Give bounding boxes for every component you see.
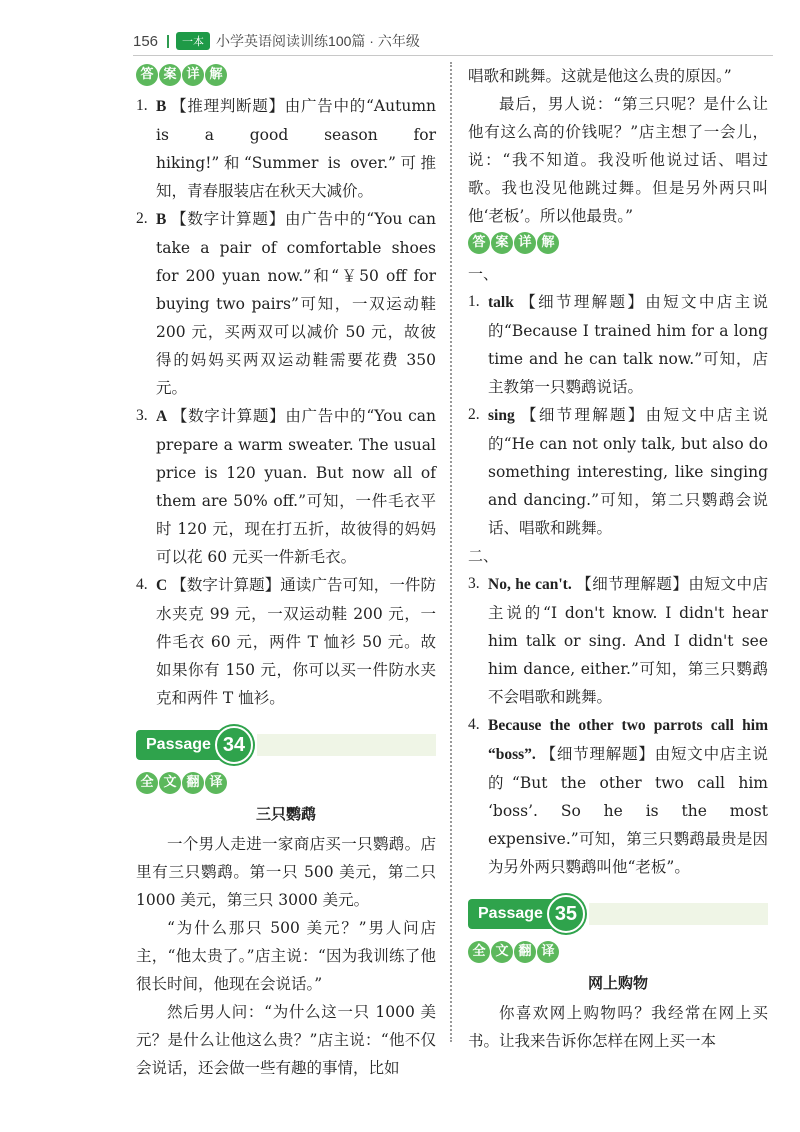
answer-item: [136, 92, 436, 205]
section-heading: 一、: [468, 265, 499, 283]
answer-key: No, he can't.: [488, 576, 572, 593]
passage-banner: [136, 726, 436, 764]
badge-char: 全: [468, 941, 490, 963]
answer-item: [468, 288, 768, 401]
answer-badge: [136, 64, 436, 86]
item-number: 1.: [468, 293, 480, 310]
passage-strip: [257, 734, 436, 756]
header-rule: [133, 55, 773, 56]
answer-explanation: 【数字计算题】由广告中的“You can take a pair of comfortable shoes for 200 yuan now.”和“￥50 off for buying two pairs”可知，一双运动鞋 200 元，买两双可以减价 50 元，故彼得的妈妈买两双运动鞋需要花费 350 元。: [156, 210, 436, 397]
passage-label: Passage: [468, 899, 553, 929]
badge-char: 答: [136, 64, 158, 86]
badge-char: 案: [491, 232, 513, 254]
badge-char: 答: [468, 232, 490, 254]
answer-key: Because the other two parrots call him “boss”.: [488, 717, 768, 763]
left-column: [136, 62, 436, 1082]
badge-char: 详: [182, 64, 204, 86]
answer-key: C: [156, 577, 168, 594]
item-number: 4.: [468, 716, 480, 733]
badge-char: 解: [205, 64, 227, 86]
paragraph: 最后，男人说：“第三只呢？是什么让他有这么高的价钱呢？”店主想了一会儿，说：“我不知道。我没听他说过话、唱过歌。我也没见他跳过舞。但是另外两只叫他‘老板’。所以他最贵。”: [468, 95, 768, 225]
answer-key: talk: [488, 294, 514, 311]
item-number: 4.: [136, 576, 148, 593]
page-header: [133, 28, 420, 54]
item-number: 3.: [468, 575, 480, 592]
badge-char: 文: [491, 941, 513, 963]
answer-explanation: 【推理判断题】由广告中的“Autumn is a good season for hiking!”和“Summer is over.”可推知，青春服装店在秋天大减价。: [156, 97, 436, 200]
badge-char: 译: [205, 772, 227, 794]
passage-number: 35: [547, 895, 585, 933]
answer-item: [468, 401, 768, 542]
story-title: 三只鹦鹉: [255, 805, 316, 823]
answer-key: B: [156, 98, 167, 115]
brand-logo: 一本: [176, 32, 210, 50]
translation-badge: [136, 772, 436, 794]
paragraph: 你喜欢网上购物吗？我经常在网上买书。让我来告诉你怎样在网上买一本: [468, 1004, 768, 1050]
answer-item: [136, 402, 436, 571]
answer-explanation: 【细节理解题】由短文中店主说的“Because I trained him for a long time and he can talk now.”可知，店主教第一只鹦鹉说话。: [488, 293, 768, 396]
paragraph: 然后男人问：“为什么这一只 1000 美元？是什么让他这么贵？”店主说：“他不仅会说话，还会做一些有趣的事情，比如: [136, 1003, 436, 1077]
answer-key: sing: [488, 407, 515, 424]
badge-char: 解: [537, 232, 559, 254]
passage-banner: [468, 895, 768, 933]
answer-explanation: 【细节理解题】由短文中店主说的“But the other two call him ‘boss’. So he is the most expensive.”可知，第三只鹦鹉最贵是因为另外两只鹦鹉叫他“老板”。: [488, 745, 768, 876]
badge-char: 全: [136, 772, 158, 794]
badge-char: 详: [514, 232, 536, 254]
right-column: [468, 62, 768, 1055]
answer-explanation: 【细节理解题】由短文中店主说的“He can not only talk, but also do something interesting, like singing and dancing.”可知，第二只鹦鹉会说话、唱歌和跳舞。: [488, 406, 768, 537]
item-number: 2.: [468, 406, 480, 423]
paragraph: “为什么那只 500 美元？”男人问店主，“他太贵了。”店主说：“因为我训练了他很长时间，他现在会说话。”: [136, 919, 436, 993]
answer-item: [468, 570, 768, 711]
answer-item: [136, 571, 436, 712]
section-heading: 二、: [468, 547, 499, 565]
passage-label: Passage: [136, 730, 221, 760]
badge-char: 译: [537, 941, 559, 963]
passage-number: 34: [215, 726, 253, 764]
column-divider: [450, 62, 452, 1042]
paragraph: 一个男人走进一家商店买一只鹦鹉。店里有三只鹦鹉。第一只 500 美元，第二只 1000 美元，第三只 3000 美元。: [136, 835, 436, 909]
answer-item: [468, 711, 768, 881]
badge-char: 翻: [182, 772, 204, 794]
answer-explanation: 【数字计算题】由广告中的“You can prepare a warm sweater. The usual price is 120 yuan. But now all of them are 50% off.”可知，一件毛衣平时 120 元，现在打五折，故彼得的妈妈可以花 60 元买一件新毛衣。: [156, 407, 436, 566]
badge-char: 案: [159, 64, 181, 86]
story-title: 网上购物: [587, 974, 648, 992]
answer-explanation: 【细节理解题】由短文中店主说的“I don't know. I didn't hear him talk or sing. And I didn't see him dance, either.”可知，第三只鹦鹉不会唱歌和跳舞。: [488, 575, 768, 706]
answer-badge: [468, 232, 768, 254]
answer-item: [136, 205, 436, 402]
book-title: 小学英语阅读训练100篇 · 六年级: [216, 33, 420, 49]
header-divider: [167, 35, 169, 48]
paragraph: 唱歌和跳舞。这就是他这么贵的原因。”: [468, 67, 732, 85]
passage-strip: [589, 903, 768, 925]
page-number: 156: [133, 32, 159, 50]
answer-key: B: [156, 211, 167, 228]
translation-badge: [468, 941, 768, 963]
answer-key: A: [156, 408, 168, 425]
badge-char: 翻: [514, 941, 536, 963]
answer-explanation: 【数字计算题】通读广告可知，一件防水夹克 99 元，一双运动鞋 200 元，一件毛衣 60 元，两件 T 恤衫 50 元。故如果你有 150 元，你可以买一件防水夹克和两件 T 恤衫。: [156, 576, 436, 707]
badge-char: 文: [159, 772, 181, 794]
item-number: 2.: [136, 210, 148, 227]
item-number: 3.: [136, 407, 148, 424]
item-number: 1.: [136, 97, 148, 114]
